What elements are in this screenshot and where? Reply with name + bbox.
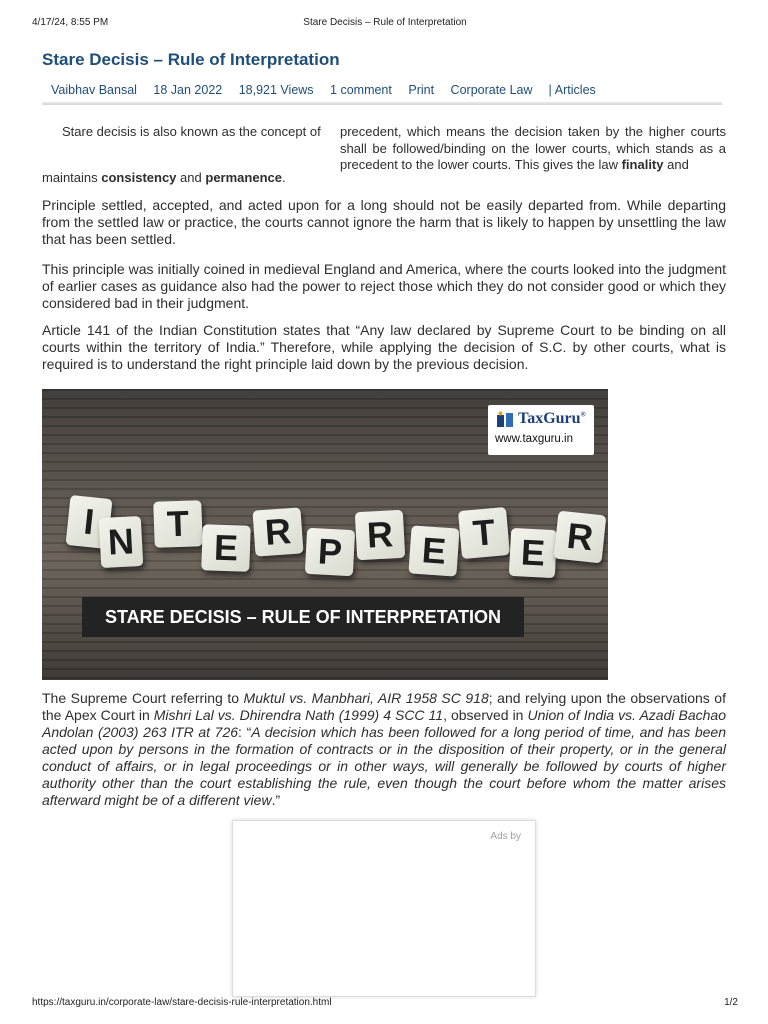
print-datetime: 4/17/24, 8:55 PM: [32, 17, 109, 28]
paragraph-4: Article 141 of the Indian Constitution states that “Any law declared by Supreme Court to be binding on all courts within the territory of India.” Therefore, while applying the decision of S.C. by other courts, what is required is to understand the right principle laid down by the previous decision.: [42, 322, 726, 372]
paragraph-1-right: [340, 124, 726, 174]
letter-tile-3: T: [153, 500, 203, 548]
paragraph-1-text: precedent, which means the decision taken by the higher courts shall be followed/binding on the lower courts, which stands as a precedent to the lower courts. This gives the law: [340, 124, 726, 172]
print-page-title: Stare Decisis – Rule of Interpretation: [303, 17, 467, 28]
taxguru-logo: [488, 405, 594, 455]
meta-divider: [42, 102, 722, 105]
category-link[interactable]: Corporate Law: [450, 83, 533, 97]
image-caption: STARE DECISIS – RULE OF INTERPRETATION: [82, 597, 524, 637]
paragraph-2: Principle settled, accepted, and acted upon for a long should not be easily departed from. While departing from the settled law or practice, the courts cannot ignore the harm that is likely to happen by unsettling the law that has been settled.: [42, 197, 726, 247]
paragraph-1-tail: [42, 170, 286, 185]
print-link[interactable]: Print: [408, 83, 435, 97]
finality-term: finality: [621, 157, 664, 172]
letter-tile-2: N: [99, 516, 144, 568]
letter-tile-11: R: [554, 511, 607, 564]
paragraph-1-tail-b: and: [180, 170, 202, 185]
logo-name: [518, 410, 586, 428]
paragraph-1-tail-c: .: [281, 170, 286, 185]
letter-tile-8: E: [408, 525, 459, 576]
print-page-number: 1/2: [724, 997, 738, 1008]
court-quote: A decision which has been followed for a long period of time, and has been acted upon by persons in the formation of contracts or in the disposition of their property, or in the general conduct of affairs, or in legal proceedings or in other ways, will generally be followed by courts of higher authority other than the court establishing the rule, even though the court before whom the matter arises afterward might be of a different view: [42, 724, 726, 808]
publish-date: 18 Jan 2022: [153, 83, 223, 97]
letter-tile-7: R: [355, 510, 405, 560]
case-citation-3: Union of India vs. Azadi Bachao Andolan (2003) 263 ITR at 726: [42, 707, 726, 740]
permanence-term: permanence: [205, 170, 282, 185]
logo-registered-mark: ®: [580, 410, 586, 419]
print-footer-url: https://taxguru.in/corporate-law/stare-decisis-rule-interpretation.html: [32, 997, 332, 1008]
case-citation-2: Mishri Lal vs. Dhirendra Nath (1999) 4 SCC 11: [153, 707, 444, 723]
letter-tile-10: E: [509, 528, 557, 578]
letter-tile-4: E: [201, 524, 251, 572]
paragraph-1-and: and: [667, 157, 689, 172]
letter-tile-1: I: [66, 495, 113, 549]
logo-url: www.taxguru.in: [495, 433, 573, 445]
category-separator: |: [548, 83, 552, 97]
article-title: Stare Decisis – Rule of Interpretation: [42, 50, 340, 69]
paragraph-5-s4: : “: [238, 724, 252, 740]
print-header: [32, 17, 738, 31]
taxguru-logo-icon: [496, 411, 514, 429]
article-hero-image: [42, 389, 608, 680]
letter-tile-9: T: [458, 507, 510, 559]
author-link[interactable]: Vaibhav Bansal: [51, 83, 137, 97]
ad-container[interactable]: [232, 820, 536, 997]
logo-name-text: TaxGuru: [518, 410, 581, 427]
paragraph-5-s3: , observed in: [443, 707, 528, 723]
comments-link[interactable]: 1 comment: [330, 83, 392, 97]
view-count: 18,921 Views: [238, 83, 314, 97]
paragraph-5-s2: ; and relying upon the observations of the Apex Court in: [42, 690, 726, 723]
ads-by-label: Ads by: [490, 831, 521, 842]
article-meta: [51, 83, 609, 97]
letter-tile-5: R: [252, 507, 303, 556]
paragraph-5: [42, 690, 726, 809]
subcategory-link[interactable]: Articles: [554, 83, 596, 97]
paragraph-1-tail-a: maintains: [42, 170, 98, 185]
paragraph-1-lead: Stare decisis is also known as the concept of: [62, 124, 321, 139]
case-citation-1: Muktul vs. Manbhari, AIR 1958 SC 918: [243, 690, 489, 706]
letter-tile-6: P: [305, 528, 355, 576]
consistency-term: consistency: [101, 170, 177, 185]
paragraph-5-s1: The Supreme Court referring to: [42, 690, 244, 706]
paragraph-3: This principle was initially coined in medieval England and America, where the courts looked into the judgment of earlier cases as guidance also had the power to reject those which they do not consider good or which they considered bad in their judgment.: [42, 261, 726, 311]
paragraph-5-s5: .”: [271, 792, 281, 808]
